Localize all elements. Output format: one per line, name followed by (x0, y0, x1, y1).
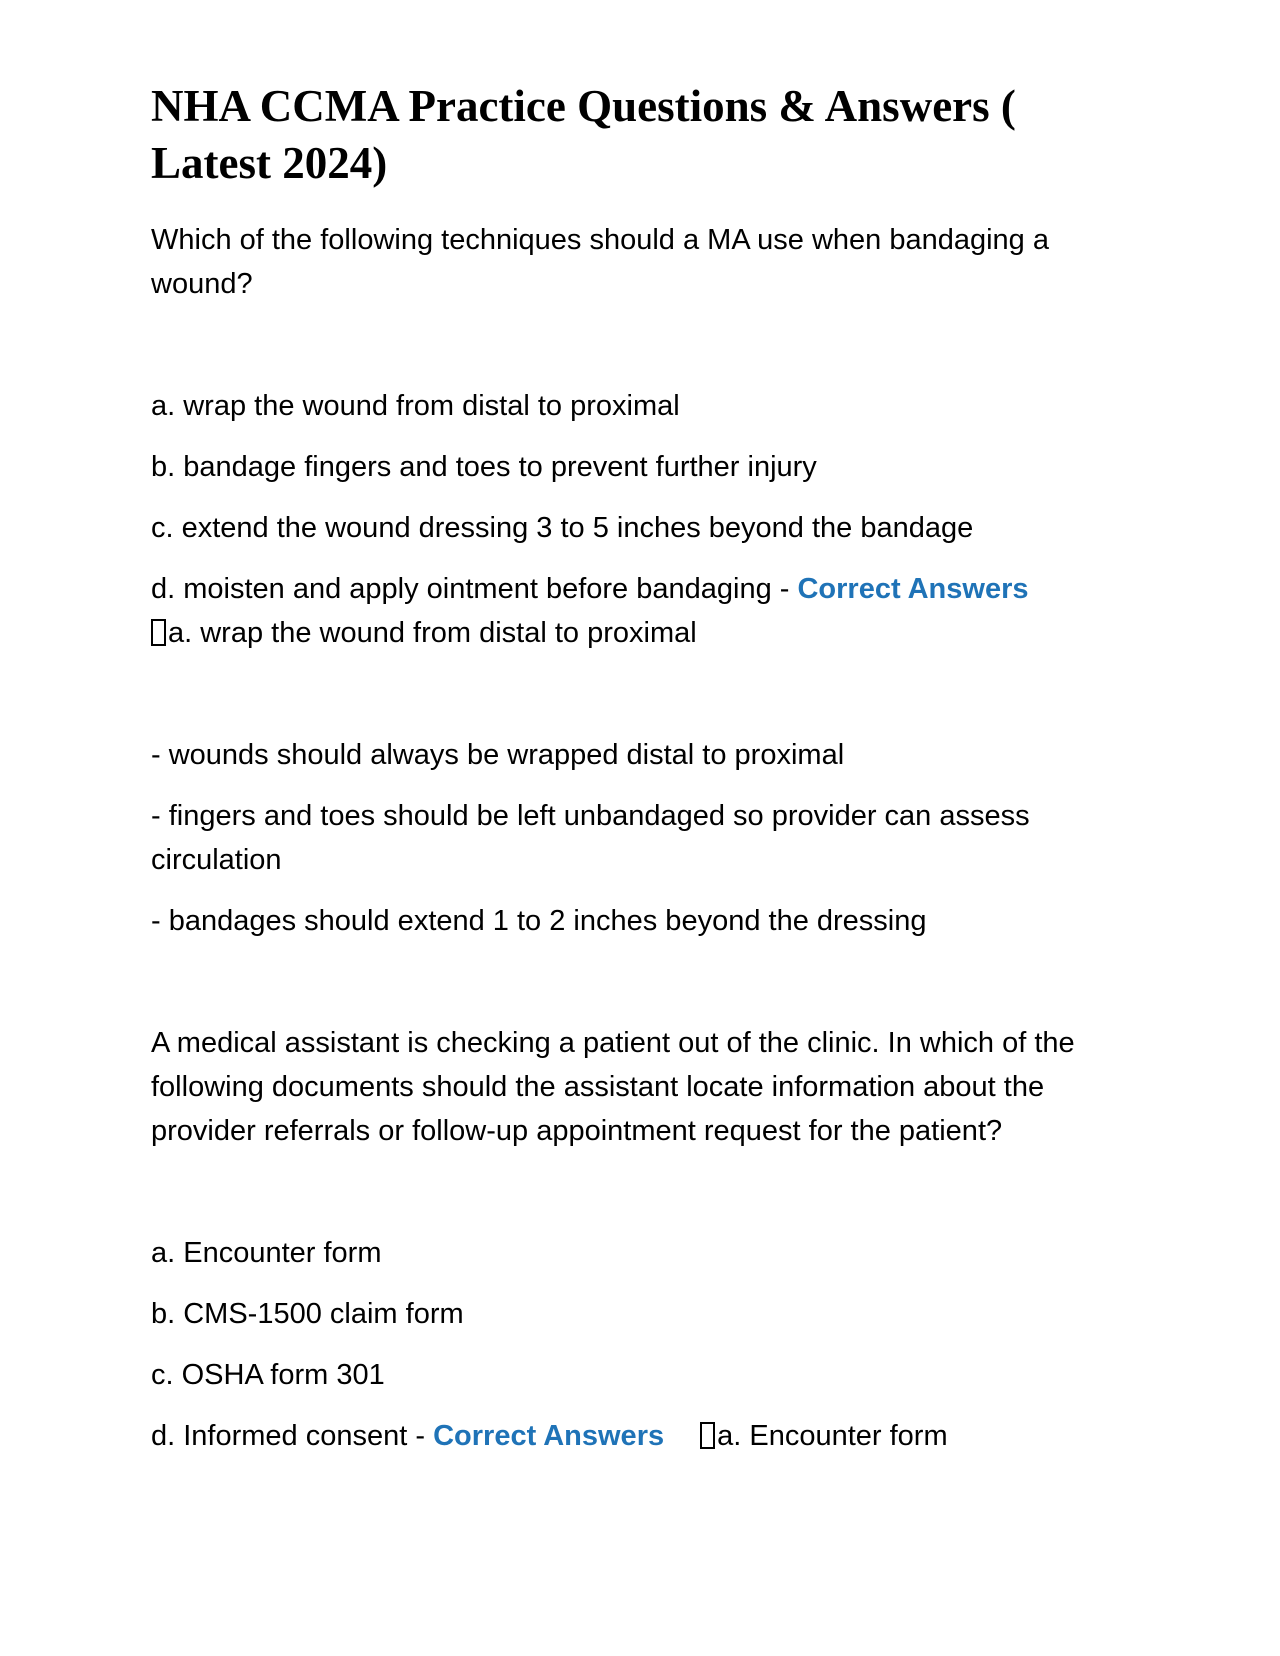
missing-glyph-box-icon (151, 619, 166, 646)
q1-question: Which of the following techniques should a MA use when bandaging a wound? (151, 224, 1049, 300)
q1-option-a: a. wrap the wound from distal to proximal (151, 390, 680, 422)
q2-option-d: d. Informed consent - (151, 1420, 434, 1452)
q2-correct-answers-label: Correct Answers (433, 1420, 665, 1452)
q1-rationale-1: - wounds should always be wrapped distal to proximal (151, 739, 845, 771)
q2-option-c: c. OSHA form 301 (151, 1359, 385, 1391)
q1-answer: a. wrap the wound from distal to proximal (168, 617, 697, 649)
q1-rationale-2: - fingers and toes should be left unbandaged so provider can assess circulation (151, 800, 1030, 876)
q2-option-d-with-answer (151, 1414, 1131, 1458)
q2-option-b: b. CMS-1500 claim form (151, 1298, 464, 1330)
q1-option-c: c. extend the wound dressing 3 to 5 inches beyond the bandage (151, 512, 974, 544)
q1-option-d-with-answer (151, 567, 1131, 655)
missing-glyph-box-icon (700, 1422, 715, 1449)
q1-option-b: b. bandage fingers and toes to prevent further injury (151, 451, 817, 483)
q2-answer: a. Encounter form (717, 1420, 948, 1452)
page-title: NHA CCMA Practice Questions & Answers ( Latest 2024) (151, 81, 1016, 188)
q2-option-a: a. Encounter form (151, 1237, 382, 1269)
q2-question: A medical assistant is checking a patient out of the clinic. In which of the following documents should the assistant locate information about the provider referrals or follow-up appointment request for the patient? (151, 1027, 1075, 1147)
q1-rationale-3: - bandages should extend 1 to 2 inches beyond the dressing (151, 905, 927, 937)
q1-correct-answers-label: Correct Answers (797, 573, 1029, 605)
document-page (151, 78, 1131, 1475)
q1-option-d: d. moisten and apply ointment before bandaging - (151, 573, 798, 605)
